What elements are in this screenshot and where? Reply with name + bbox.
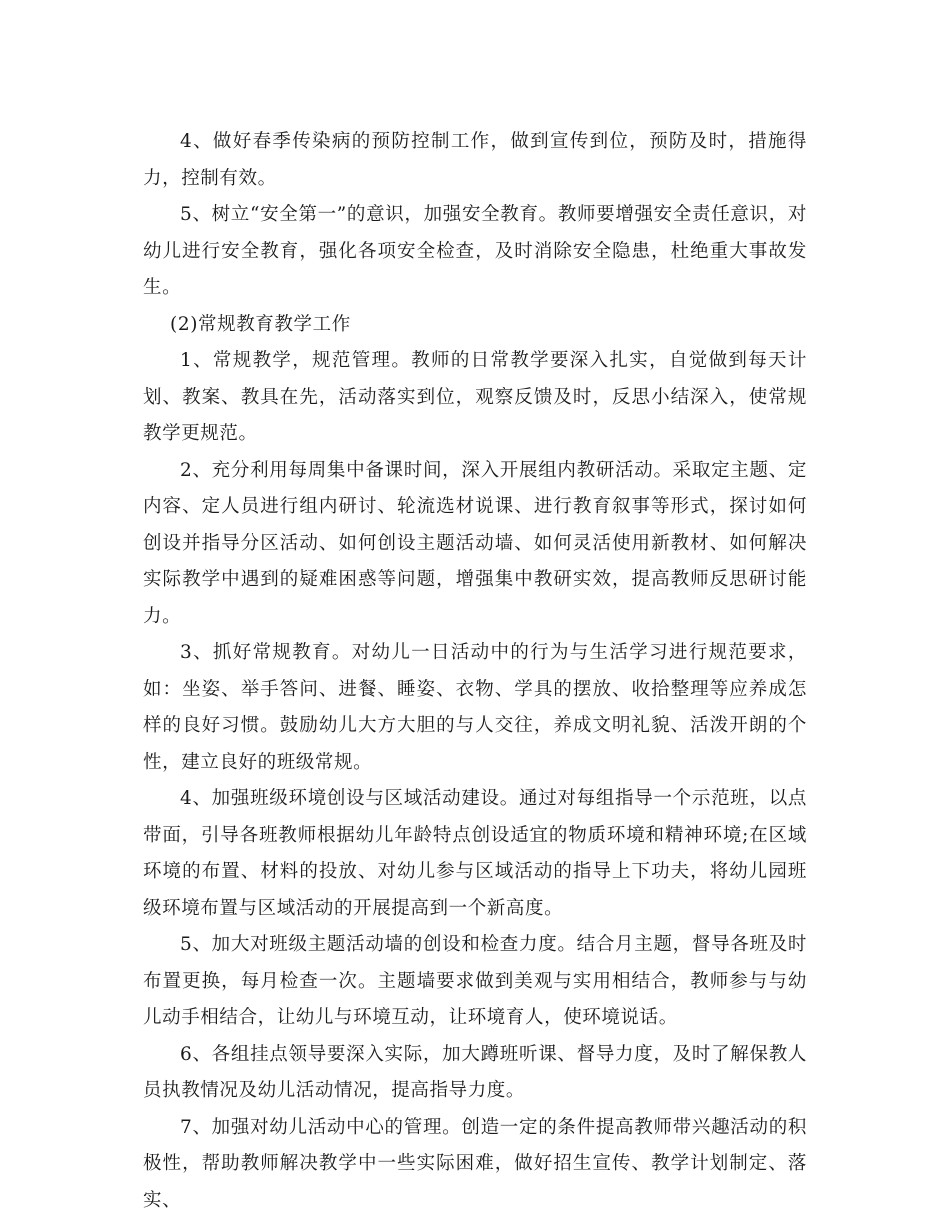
paragraph-prevention: 4、做好春季传染病的预防控制工作，做到宣传到位，预防及时，措施得力，控制有效。 [143,131,807,189]
section-heading: (2)常规教育教学工作 [170,313,351,335]
paragraph-lesson-prep: 2、充分利用每周集中备课时间，深入开展组内教研活动。采取定主题、定内容、定人员进行组内研讨、轮流选材说课、进行教育叙事等形式，探讨如何创设并指导分区活动、如何创设主题活动墙、如何灵活使用新教材、如何解决实际教学中遇到的疑难困惑等问题，增强集中教研实效，提高教师反思研讨能力。 [143,459,807,627]
paragraph-class-environment: 4、加强班级环境创设与区域活动建设。通过对每组指导一个示范班，以点带面，引导各班教师根据幼儿年龄特点创设适宜的物质环境和精神环境;在区域环境的布置、材料的投放、对幼儿参与区域活动的指导上下功夫，将幼儿园班级环境布置与区域活动的开展提高到一个新高度。 [143,788,807,919]
document-body [143,124,807,1219]
paragraph-routine-education: 3、抓好常规教育。对幼儿一日活动中的行为与生活学习进行规范要求，如：坐姿、举手答问、进餐、睡姿、衣物、学具的摆放、收拾整理等应养成怎样的良好习惯。鼓励幼儿大方大胆的与人交往，养成文明礼貌、活泼开朗的个性，建立良好的班级常规。 [143,642,807,773]
paragraph-safety: 5、树立“安全第一”的意识，加强安全教育。教师要增强安全责任意识，对幼儿进行安全教育，强化各项安全检查，及时消除安全隐患，杜绝重大事故发生。 [143,204,807,298]
paragraph-theme-wall: 5、加大对班级主题活动墙的创设和检查力度。结合月主题，督导各班及时布置更换，每月检查一次。主题墙要求做到美观与实用相结合，教师参与与幼儿动手相结合，让幼儿与环境互动，让环境育人，使环境说话。 [143,934,807,1028]
paragraph-routine-teaching: 1、常规教学，规范管理。教师的日常教学要深入扎实，自觉做到每天计划、教案、教具在先，活动落实到位，观察反馈及时，反思小结深入，使常规教学更规范。 [143,350,807,444]
paragraph-activity-center: 7、加强对幼儿活动中心的管理。创造一定的条件提高教师带兴趣活动的积极性，帮助教师解决教学中一些实际困难，做好招生宣传、教学计划制定、落实、 [143,1116,807,1211]
paragraph-leadership: 6、各组挂点领导要深入实际，加大蹲班听课、督导力度，及时了解保教人员执教情况及幼儿活动情况，提高指导力度。 [143,1043,807,1101]
